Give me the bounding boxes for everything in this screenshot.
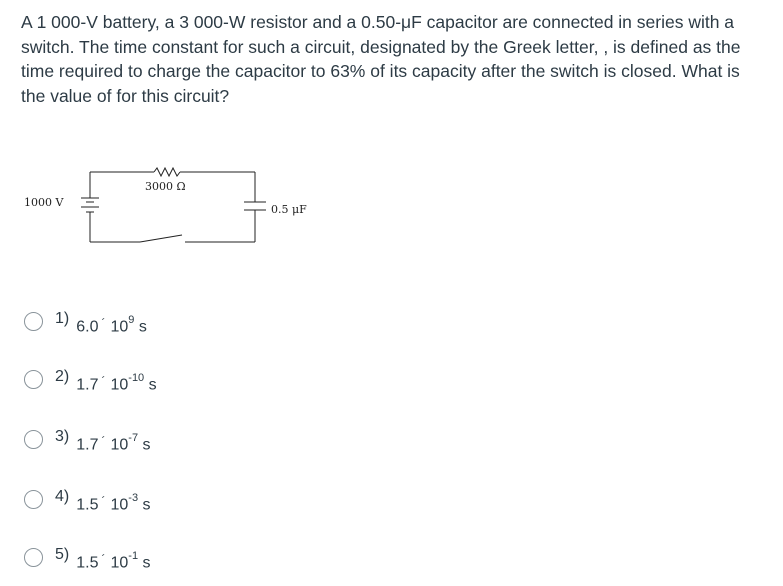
answer-option-3[interactable]	[24, 428, 151, 454]
answer-number: 1)	[55, 310, 70, 327]
answer-option-1[interactable]	[24, 310, 147, 336]
answer-option-5[interactable]	[24, 546, 151, 572]
answer-value: 1.5 ´ $10^{-1}$ s	[76, 550, 151, 572]
resistor-label: 3000 Ω	[145, 180, 186, 193]
capacitor-label: 0.5 μF	[271, 203, 307, 216]
answer-value: 1.5 ´ $10^{-3}$ s	[76, 492, 151, 514]
answer-number: 2)	[55, 368, 70, 385]
resistor-icon	[154, 168, 180, 176]
battery-label: 1000 V	[24, 196, 64, 209]
answer-number: 5)	[55, 546, 70, 563]
answer-value: 1.7 ´ $10^{-10}$ s	[76, 372, 157, 394]
answer-option-4[interactable]	[24, 488, 151, 514]
answer-value: 1.7 ´ $10^{-7}$ s	[76, 432, 151, 454]
answer-value: 6.0 ´ $10^9$ s	[76, 314, 147, 336]
radio-button[interactable]	[24, 430, 43, 449]
radio-button[interactable]	[24, 312, 43, 331]
question-text: A 1 000-V battery, a 3 000-W resistor and a 0.50-μF capacitor are connected in series with a switch. The time constant for such a circuit, designated by the Greek letter, , is defined as the time required to charge the capacitor to 63% of its capacity after the switch is closed. What is the value of for this circuit?	[21, 12, 741, 106]
answer-number: 3)	[55, 428, 70, 445]
radio-button[interactable]	[24, 548, 43, 567]
radio-button[interactable]	[24, 490, 43, 509]
radio-button[interactable]	[24, 370, 43, 389]
answer-number: 4)	[55, 488, 70, 505]
answer-option-2[interactable]	[24, 368, 157, 394]
circuit-diagram	[20, 160, 340, 260]
switch-icon	[140, 235, 182, 242]
